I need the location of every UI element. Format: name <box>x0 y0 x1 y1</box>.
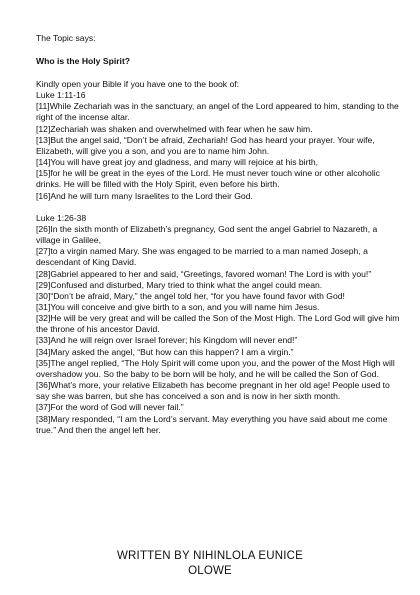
verse-30: [30]“Don’t be afraid, Mary,” the angel told her, “for you have found favor with God! <box>36 290 345 301</box>
verse-31: [31]You will conceive and give birth to a son, and you will name him Jesus. <box>36 301 320 312</box>
verse-13: [13]But the angel said, “Don’t be afraid, Zechariah! God has heard your prayer. Your wife, Elizabeth, will give you a son, and you are to name him John. <box>36 134 375 156</box>
passage-reference: Luke 1:26-38 <box>36 212 87 223</box>
verse-29: [29]Confused and disturbed, Mary tried to think what the angel could mean. <box>36 279 323 290</box>
verse-26: [26]In the sixth month of Elizabeth’s pregnancy, God sent the angel Gabriel to Nazareth, a village in Galilee, <box>36 223 378 246</box>
verse-35: [35]The angel replied, “The Holy Spirit will come upon you, and the power of the Most High will overshadow you. So the baby to be born will be holy, and he will be called the Son of God. <box>36 357 395 379</box>
instruction-text: Kindly open your Bible if you have one to the book of: <box>36 79 240 89</box>
verse-27: [27]to a virgin named Mary. She was engaged to be married to a man named Joseph, a descendant of King David. <box>36 246 368 268</box>
passage-luke-1-26 <box>36 213 400 436</box>
verse-38: [38]Mary responded, “I am the Lord’s servant. May everything you have said about me come true.” And then the angel left her. <box>36 413 388 435</box>
verse-37: [37]For the word of God will never fail.” <box>36 402 184 413</box>
verse-14: [14]You will have great joy and gladness, and many will rejoice at his birth, <box>36 157 319 168</box>
verse-28: [28]Gabriel appeared to her and said, “Greetings, favored woman! The Lord is with you!” <box>36 268 372 279</box>
verse-34: [34]Mary asked the angel, “But how can this happen? I am a virgin.” <box>36 346 294 357</box>
passage-luke-1-11 <box>36 79 400 202</box>
author-credit <box>0 549 420 578</box>
author-line-1: WRITTEN BY NIHINLOLA EUNICE <box>116 550 304 562</box>
topic-intro: The Topic says: <box>36 33 96 43</box>
passage-reference: Luke 1:11-16 <box>36 90 86 101</box>
verse-15: [15]for he will be great in the eyes of the Lord. He must never touch wine or other alcoholic drinks. He will be filled with the Holy Spirit, even before his birth. <box>36 168 380 190</box>
verse-12: [12]Zechariah was shaken and overwhelmed with fear when he saw him. <box>36 123 313 134</box>
verse-32: [32]He will be very great and will be called the Son of the Most High. The Lord God will give him the throne of his ancestor David. <box>36 313 400 335</box>
verse-16: [16]And he will turn many Israelites to the Lord their God. <box>36 190 253 201</box>
author-line-2: OLOWE <box>188 564 232 577</box>
verse-33: [33]And he will reign over Israel forever; his Kingdom will never end!” <box>36 335 298 346</box>
verse-11: [11]While Zechariah was in the sanctuary, an angel of the Lord appeared to him, standing to the right of the incense altar. <box>36 101 399 123</box>
page-title: Who is the Holy Spirit? <box>36 56 131 66</box>
verse-36: [36]What’s more, your relative Elizabeth has become pregnant in her old age! People used to say she was barren, but she has conceived a son and is now in her sixth month. <box>36 380 390 402</box>
